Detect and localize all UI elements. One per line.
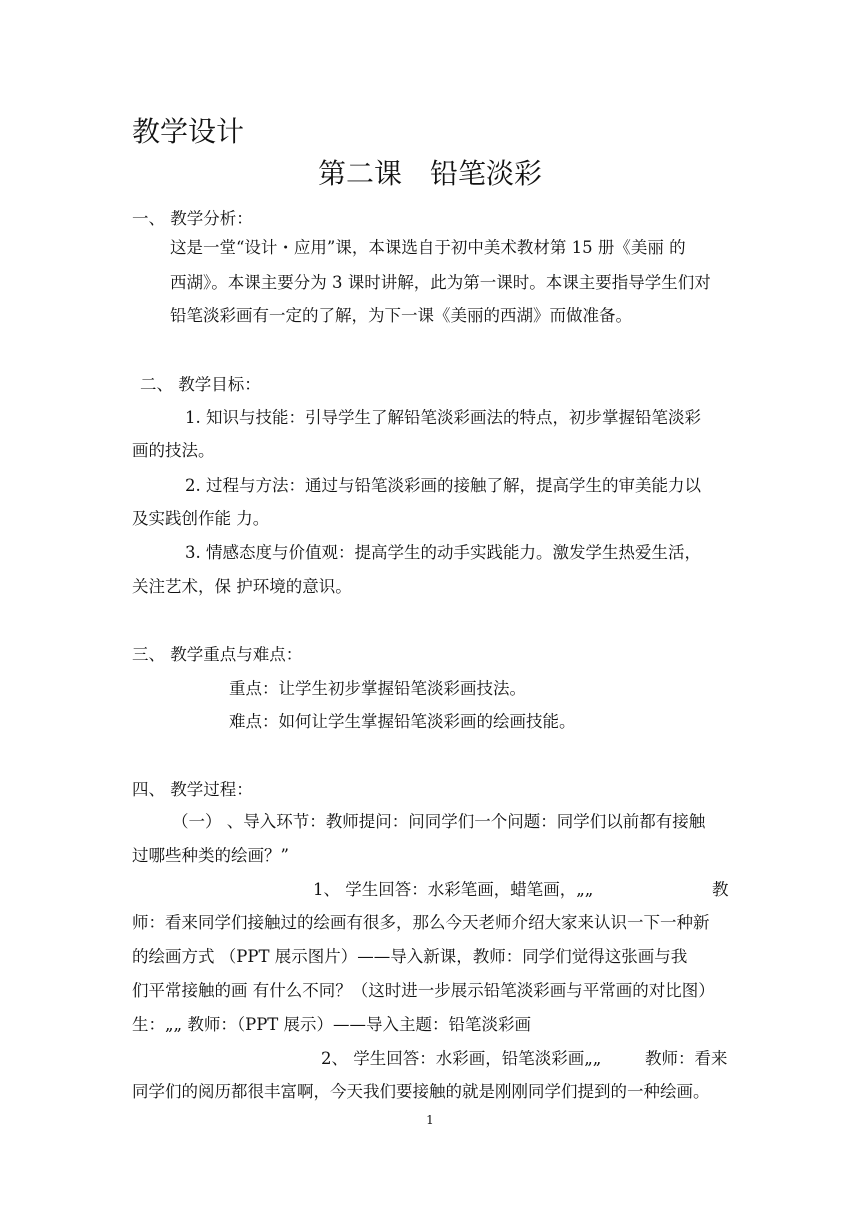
answer-2-lead: 2、 学生回答：水彩画，铅笔淡彩画„„: [321, 1049, 602, 1068]
analysis-line-3: 铅笔淡彩画有一定的了解，为下一课《美丽的西湖》而做准备。: [170, 306, 632, 325]
section-3-heading: 三、 教学重点与难点：: [132, 645, 303, 664]
goal-3-line-2: 关注艺术，保 护环境的意识。: [132, 577, 352, 596]
section-4-heading: 四、 教学过程：: [132, 780, 253, 799]
section-2-heading: 二、 教学目标：: [140, 375, 261, 394]
answer-1-line-5: 生：„„ 教师：（PPT 展示）——导入主题：铅笔淡彩画: [132, 1015, 532, 1034]
answer-2-line-2: 同学们的阅历都很丰富啊，今天我们要接触的就是刚刚同学们提到的一种绘画。: [132, 1082, 710, 1101]
section-1-heading: 一、 教学分析：: [132, 209, 253, 228]
page-number: 1: [426, 1113, 434, 1127]
analysis-line-1: 这是一堂“设计・应用”课，本课选自于初中美术教材第 15 册《美丽 的: [170, 238, 686, 257]
intro-line-1: （一） 、导入环节：教师提问：问同学们一个问题：同学们以前都有接触: [172, 812, 706, 831]
answer-1-line-4: 们平常接触的画 有什么不同？（这时进一步展示铅笔淡彩画与平常画的对比图）: [132, 981, 715, 1000]
goal-1-line-2: 画的技法。: [132, 441, 215, 460]
key-point: 重点：让学生初步掌握铅笔淡彩画技法。: [229, 679, 526, 698]
goal-2-line-2: 及实践创作能 力。: [132, 509, 270, 528]
answer-1-lead: 1、 学生回答：水彩笔画，蜡笔画，„„: [313, 880, 594, 899]
difficult-point: 难点：如何让学生掌握铅笔淡彩画的绘画技能。: [229, 712, 576, 731]
goal-3-line-1: 3. 情感态度与价值观：提高学生的动手实践能力。激发学生热爱生活，: [185, 543, 701, 562]
goal-1-line-1: 1. 知识与技能：引导学生了解铅笔淡彩画法的特点，初步掌握铅笔淡彩: [185, 408, 701, 427]
analysis-line-2: 西湖》。本课主要分为 3 课时讲解，此为第一课时。本课主要指导学生们对: [170, 273, 711, 292]
document-title: 教学设计: [132, 115, 245, 148]
answer-1-line-2: 师：看来同学们接触过的绘画有很多，那么今天老师介绍大家来认识一下一种新: [132, 913, 710, 932]
answer-2-tail: 教师：看来: [645, 1049, 728, 1068]
answer-1-line-3: 的绘画方式 （PPT 展示图片）——导入新课，教师：同学们觉得这张画与我: [132, 947, 688, 966]
answer-1-tail: 教: [712, 880, 729, 899]
goal-2-line-1: 2. 过程与方法：通过与铅笔淡彩画的接触了解，提高学生的审美能力以: [185, 476, 701, 495]
intro-line-2: 过哪些种类的绘画？”: [132, 846, 289, 865]
lesson-title: 第二课 铅笔淡彩: [317, 157, 542, 190]
